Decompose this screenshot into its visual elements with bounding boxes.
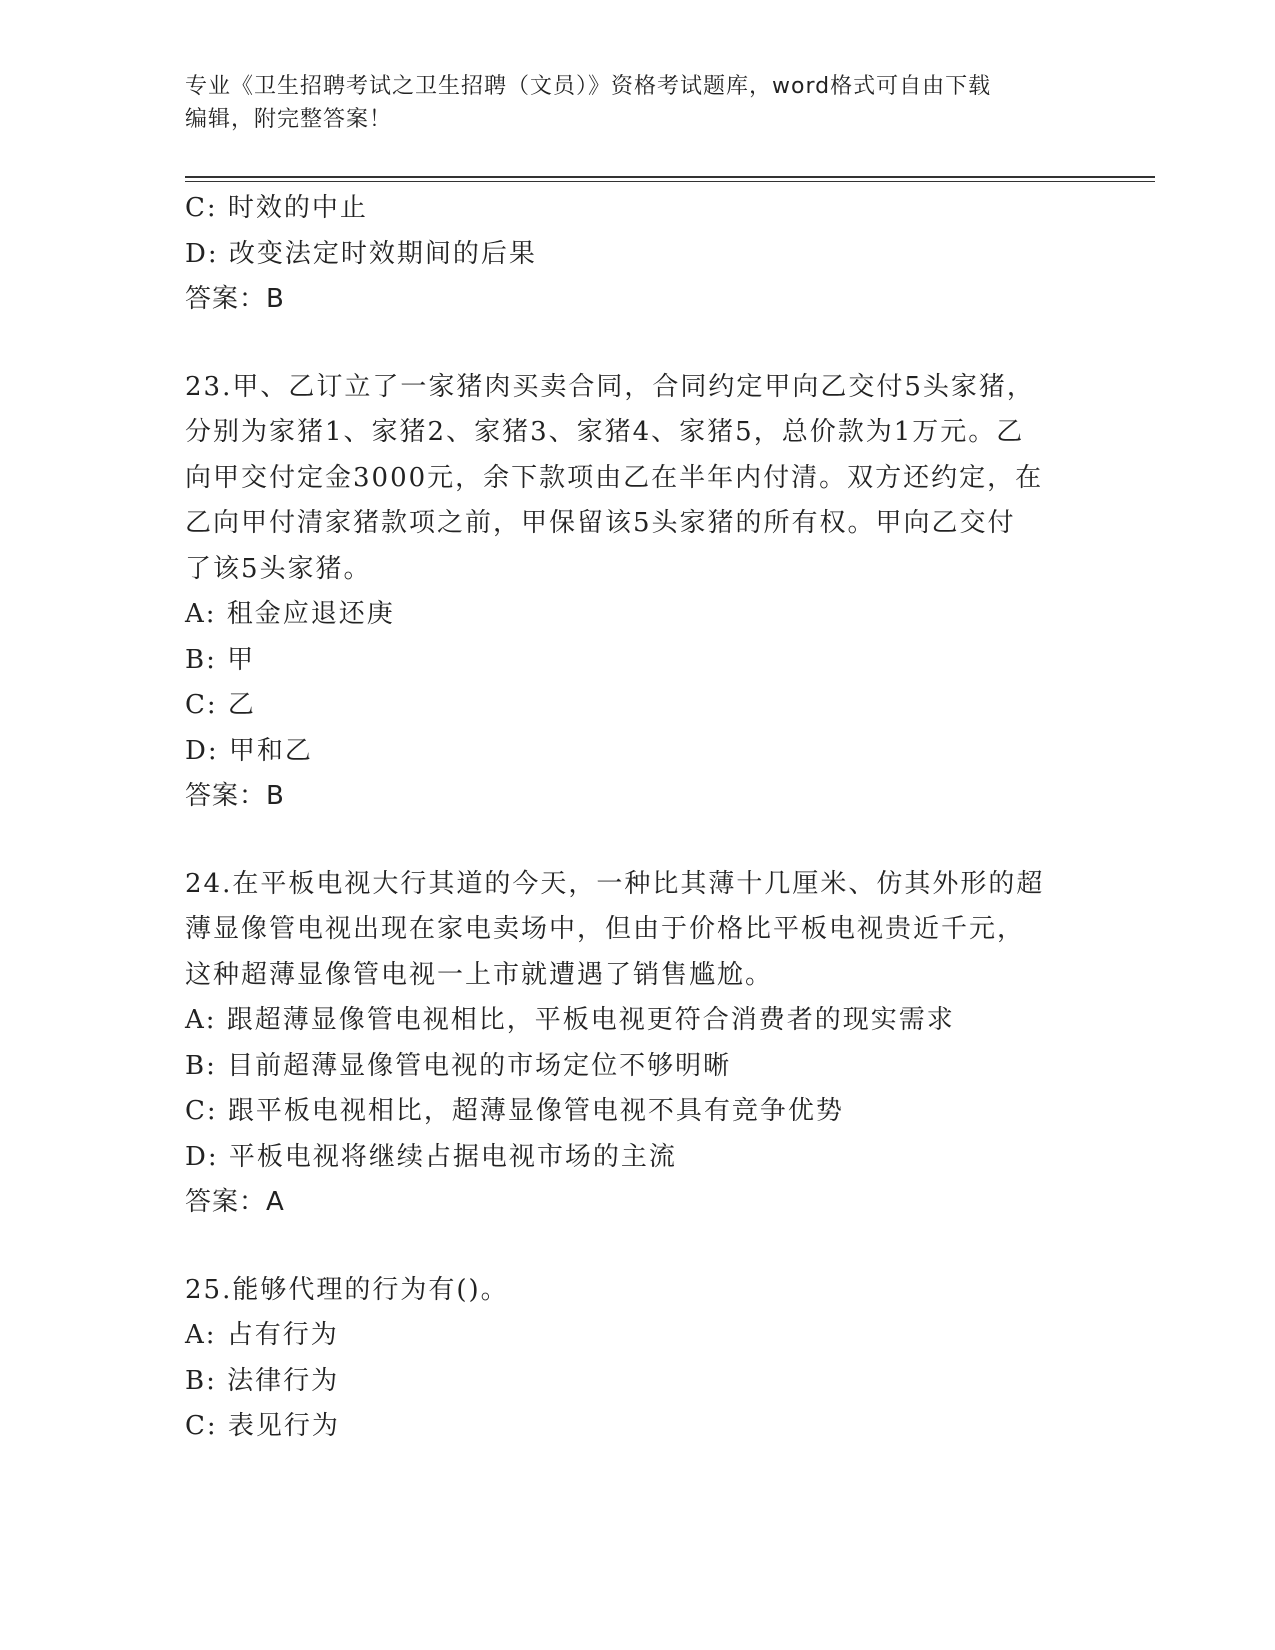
option: B: 目前超薄显像管电视的市场定位不够明晰 xyxy=(185,1050,732,1081)
header-divider xyxy=(185,176,1155,178)
question-24 xyxy=(185,862,1065,1226)
option: D: 甲和乙 xyxy=(185,735,313,766)
option: A: 租金应退还庚 xyxy=(185,599,395,629)
stem-line: 了该5头家猪。 xyxy=(185,553,372,584)
option: A: 占有行为 xyxy=(185,1320,339,1350)
option: C: 乙 xyxy=(185,690,256,720)
header-line: 编辑，附完整答案！ xyxy=(185,107,393,132)
question-23 xyxy=(185,365,1065,820)
stem-line: 25.能够代理的行为有()。 xyxy=(185,1274,509,1305)
option: B: 法律行为 xyxy=(185,1365,340,1396)
stem-line: 24.在平板电视大行其道的今天，一种比其薄十几厘米、仿其外形的超 xyxy=(185,868,1045,899)
option: B: 甲 xyxy=(185,644,256,675)
option: C: 跟平板电视相比，超薄显像管电视不具有竞争优势 xyxy=(185,1096,844,1126)
question-continuation xyxy=(185,186,1065,323)
question-stem xyxy=(185,862,1065,999)
option: D: 平板电视将继续占据电视市场的主流 xyxy=(185,1141,677,1172)
option: D: 改变法定时效期间的后果 xyxy=(185,238,537,269)
stem-line: 薄显像管电视出现在家电卖场中，但由于价格比平板电视贵近千元， xyxy=(185,914,1026,944)
stem-line: 向甲交付定金3000元，余下款项由乙在半年内付清。双方还约定，在 xyxy=(185,462,1044,493)
stem-line: 这种超薄显像管电视一上市就遭遇了销售尴尬。 xyxy=(185,959,774,990)
option: A: 跟超薄显像管电视相比，平板电视更符合消费者的现实需求 xyxy=(185,1005,955,1035)
option: C: 表见行为 xyxy=(185,1411,340,1441)
header-divider xyxy=(185,181,1155,182)
question-25 xyxy=(185,1268,1065,1450)
answer: 答案：B xyxy=(185,284,285,314)
question-list xyxy=(185,186,1065,1450)
document-header xyxy=(185,70,1065,136)
answer: 答案：B xyxy=(185,781,285,811)
stem-line: 分别为家猪1、家猪2、家猪3、家猪4、家猪5，总价款为1万元。乙 xyxy=(185,417,1025,447)
question-stem xyxy=(185,365,1065,593)
stem-line: 23.甲、乙订立了一家猪肉买卖合同，合同约定甲向乙交付5头家猪， xyxy=(185,371,1035,402)
header-line: 专业《卫生招聘考试之卫生招聘（文员）》资格考试题库，word格式可自由下载 xyxy=(185,74,992,99)
answer: 答案：A xyxy=(185,1187,285,1217)
stem-line: 乙向甲付清家猪款项之前，甲保留该5头家猪的所有权。甲向乙交付 xyxy=(185,508,1016,538)
option: C: 时效的中止 xyxy=(185,193,368,223)
question-stem xyxy=(185,1268,1065,1314)
